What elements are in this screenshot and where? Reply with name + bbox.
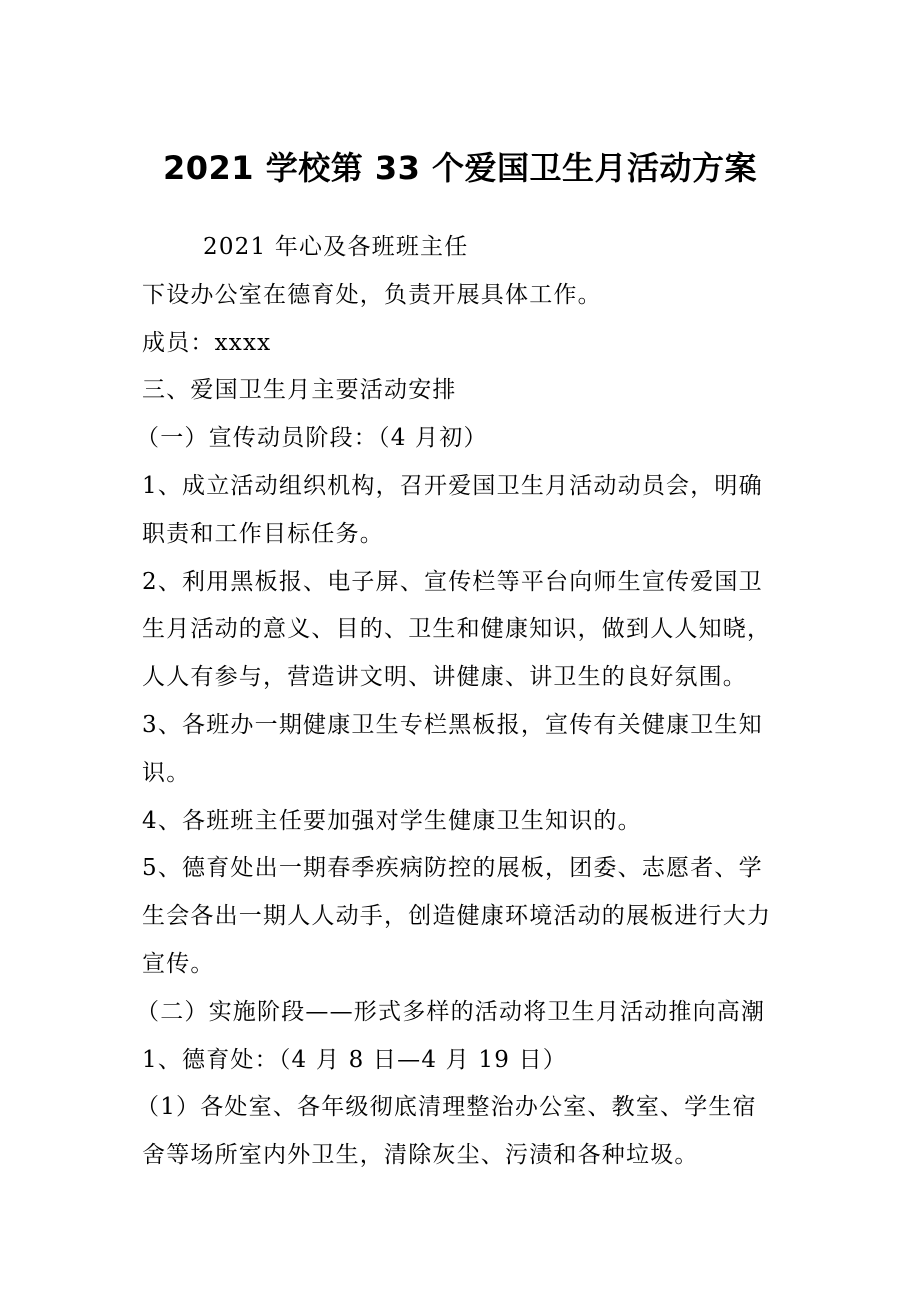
paragraph-line: 3、各班办一期健康卫生专栏黑板报，宣传有关健康卫生知 [142, 711, 763, 738]
subsection-heading: （一）宣传动员阶段：（4 月初） [136, 425, 488, 452]
paragraph-line: 舍等场所室内外卫生，清除灰尘、污渍和各种垃圾。 [142, 1142, 699, 1169]
paragraph-line: （1）各处室、各年级彻底清理整治办公室、教室、学生宿 [136, 1094, 757, 1121]
paragraph-line: 识。 [142, 759, 191, 786]
paragraph-line: 生会各出一期人人动手，创造健康环境活动的展板进行大力 [142, 903, 772, 930]
subsection-heading: （二）实施阶段——形式多样的活动将卫生月活动推向高潮 [136, 998, 766, 1025]
paragraph-line: 4、各班班主任要加强对学生健康卫生知识的。 [142, 807, 642, 834]
paragraph-line: 下设办公室在德育处，负责开展具体工作。 [142, 281, 602, 308]
paragraph-line: 人人有参与，营造讲文明、讲健康、讲卫生的良好氛围。 [142, 664, 747, 691]
paragraph-line: 1、德育处：（4 月 8 日—4 月 19 日） [142, 1046, 567, 1073]
paragraph-line: 5、德育处出一期春季疾病防控的展板，团委、志愿者、学 [142, 855, 763, 882]
section-heading: 三、爱国卫生月主要活动安排 [142, 377, 457, 404]
document-body [136, 224, 802, 1180]
paragraph-line: 成员：xxxx [142, 329, 272, 356]
paragraph-line: 宣传。 [142, 950, 215, 977]
paragraph-line: 生月活动的意义、目的、卫生和健康知识，做到人人知晓， [142, 616, 772, 643]
paragraph-line: 职责和工作目标任务。 [142, 520, 384, 547]
document-title: 2021 学校第 33 个爱国卫生月活动方案 [162, 149, 758, 187]
paragraph-line: 2、利用黑板报、电子屏、宣传栏等平台向师生宣传爱国卫 [142, 568, 763, 595]
paragraph-line: 1、成立活动组织机构，召开爱国卫生月活动动员会，明确 [142, 472, 763, 499]
paragraph-line: 2021 年心及各班班主任 [203, 234, 469, 260]
